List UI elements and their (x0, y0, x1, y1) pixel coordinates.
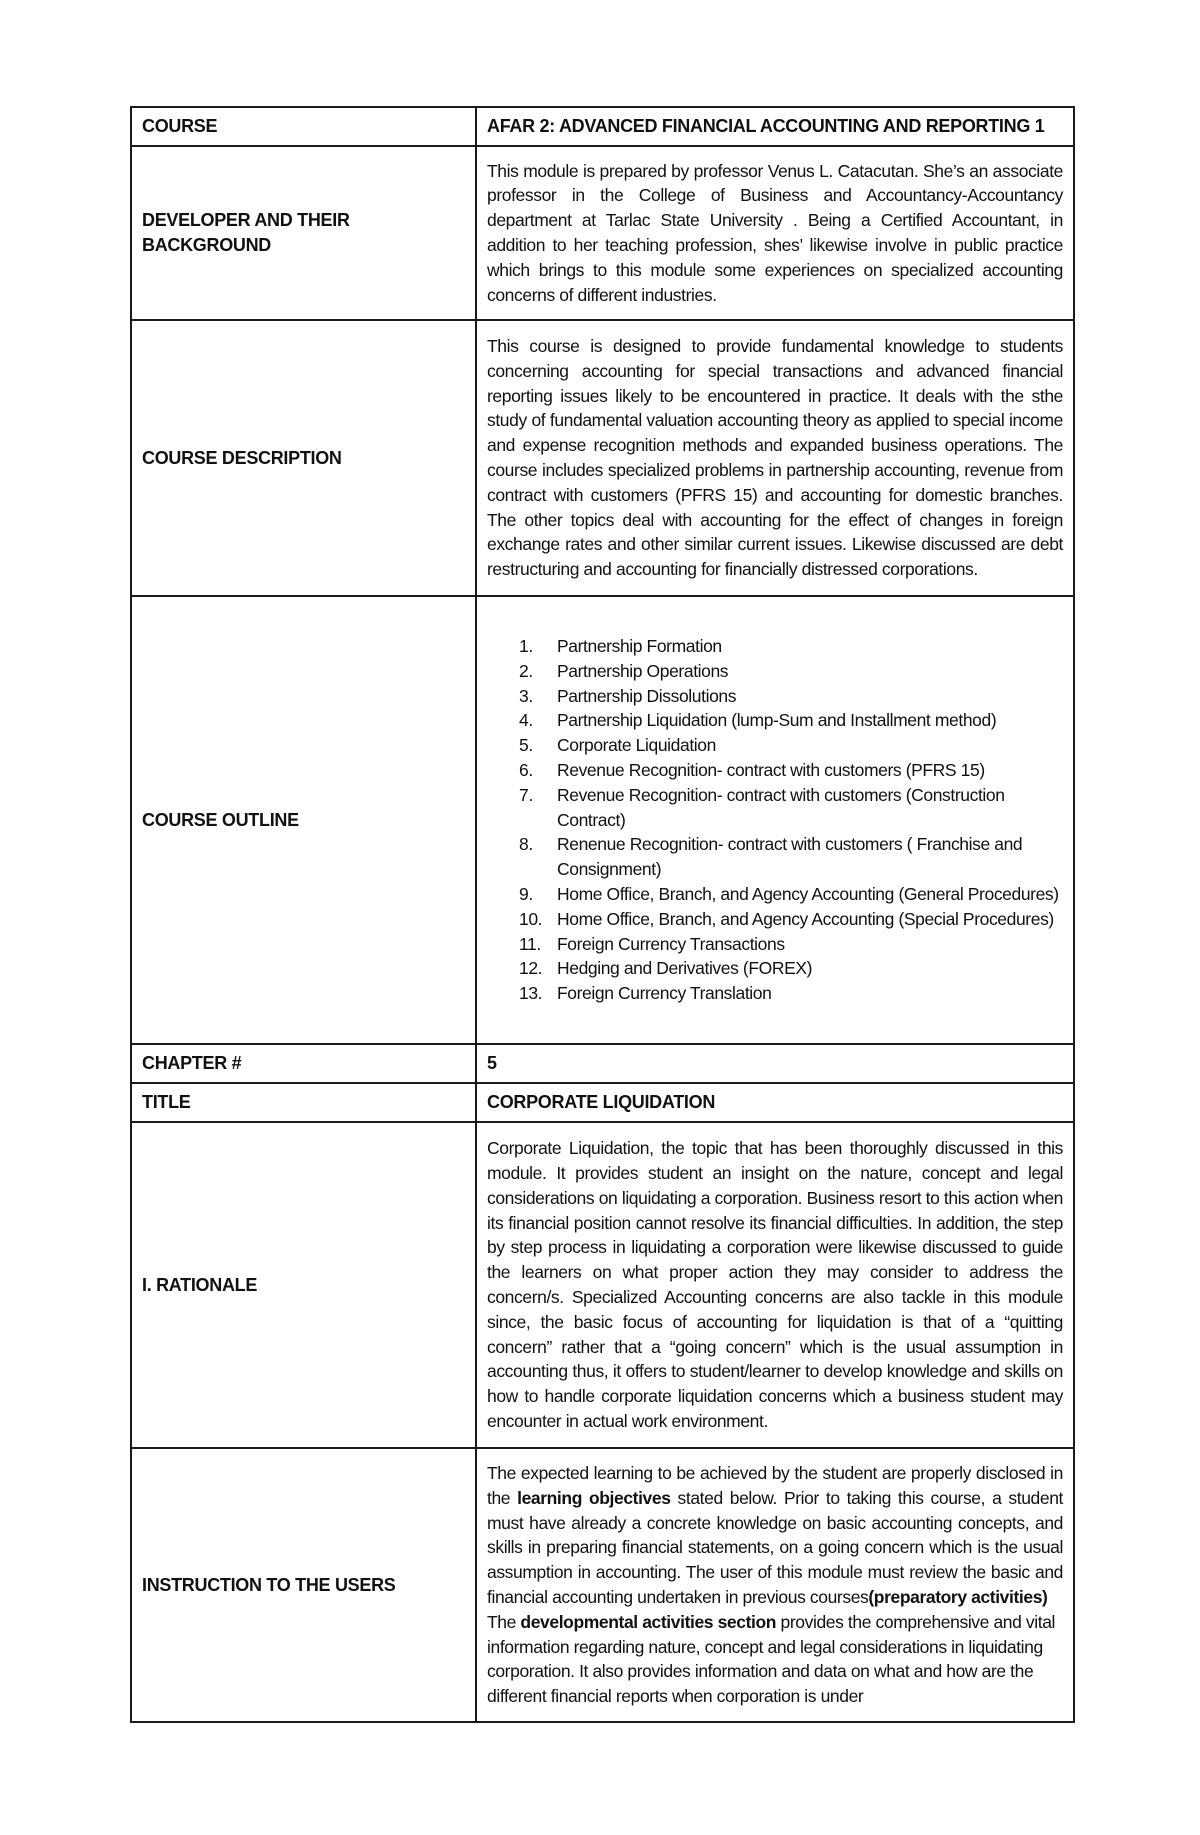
course-row (131, 107, 1074, 146)
instruction-label: INSTRUCTION TO THE USERS (131, 1448, 476, 1722)
list-item-number: 12. (519, 958, 543, 979)
list-item-text: Revenue Recognition- contract with customers (PFRS 15) (557, 760, 985, 780)
developer-cell (476, 146, 1074, 320)
list-item-number: 3. (519, 685, 533, 706)
course-module-table (130, 106, 1075, 1723)
title-value: CORPORATE LIQUIDATION (476, 1083, 1074, 1122)
developmental-activities-text: developmental activities section (520, 1611, 777, 1632)
developer-text: This module is prepared by professor Venus L. Catacutan. She’s an associate professor in the College of Business and Accountancy-Accountancy department at Tarlac State University . Being a Certified Accountant, in addition to her teaching profession, shes’ likewise involve in public practice which brings to this module some experiences on specialized accounting concerns of different industries. (487, 160, 1063, 305)
list-item (487, 981, 1063, 1006)
list-item-text: Foreign Currency Transactions (557, 933, 785, 954)
list-item (487, 783, 1063, 833)
description-text: This course is designed to provide fundamental knowledge to students concerning accounting for special transactions and advanced financial reporting issues likely to be encountered in practice. It deals with the sthe study of fundamental valuation accounting theory as applied to special income and expense recognition methods and expanded business operations. The course includes specialized problems in partnership accounting, revenue from contract with customers (PFRS 15) and accounting for domestic branches. The other topics deal with accounting for the effect of changes in foreign exchange rates and other similar current issues. Likewise discussed are debt restructuring and accounting for financially distressed corporations. (487, 336, 1063, 580)
course-value: AFAR 2: ADVANCED FINANCIAL ACCOUNTING AND REPORTING 1 (476, 107, 1074, 146)
description-label: COURSE DESCRIPTION (131, 320, 476, 596)
list-item-number: 4. (519, 710, 533, 731)
preparatory-activities-text: (preparatory activities) (868, 1587, 1048, 1607)
chapter-label: CHAPTER # (131, 1044, 476, 1083)
list-item-text: Partnership Formation (557, 636, 722, 657)
list-item (487, 882, 1063, 907)
title-row (131, 1083, 1074, 1122)
developer-row (131, 146, 1074, 320)
list-item-number: 5. (519, 735, 533, 756)
outline-row (131, 596, 1074, 1044)
list-item-text: Revenue Recognition- contract with customers (Construction Contract) (557, 784, 1005, 830)
rationale-label: I. RATIONALE (131, 1122, 476, 1448)
chapter-value: 5 (476, 1044, 1074, 1083)
instruction-paragraph-2 (487, 1610, 1063, 1709)
list-item-number: 13. (519, 983, 543, 1004)
rationale-cell (476, 1122, 1074, 1448)
description-row (131, 320, 1074, 596)
outline-list (487, 634, 1063, 1006)
list-item-number: 6. (519, 760, 533, 780)
list-item-number: 1. (519, 636, 533, 657)
list-item-number: 8. (519, 834, 533, 855)
outline-label: COURSE OUTLINE (131, 596, 476, 1044)
list-item (487, 932, 1063, 957)
list-item-text: Corporate Liquidation (557, 735, 716, 756)
list-item-number: 10. (519, 908, 543, 929)
list-item-text: Partnership Liquidation (lump-Sum and Installment method) (557, 710, 997, 731)
outline-cell (476, 596, 1074, 1044)
list-item-number: 9. (519, 883, 533, 904)
list-item-text: Hedging and Derivatives (FOREX) (557, 958, 813, 979)
list-item-text: Home Office, Branch, and Agency Accounting (Special Procedures) (557, 908, 1054, 929)
instruction-cell (476, 1448, 1074, 1722)
list-item (487, 634, 1063, 659)
list-item-text: Foreign Currency Translation (557, 983, 772, 1004)
list-item (487, 758, 1063, 783)
rationale-row (131, 1122, 1074, 1448)
instruction-text: The (487, 1611, 521, 1632)
instruction-paragraph-1 (487, 1461, 1063, 1610)
list-item-text: Renenue Recognition- contract with customers ( Franchise and Consignment) (557, 834, 1023, 880)
rationale-text: Corporate Liquidation, the topic that has been thoroughly discussed in this module. It provides student an insight on the nature, concept and legal considerations on liquidating a corporation. Business resort to this action when its financial position cannot resolve its financial difficulties. In addition, the step by step process in liquidating a corporation were likewise discussed to guide the learners on what proper action they may consider to address the concern/s. Specialized Accounting concerns are also tackle in this module since, the basic focus of accounting for liquidation is that of a “quitting concern” rather that a “going concern” which is the usual assumption in accounting thus, it offers to student/learner to develop knowledge and skills on how to handle corporate liquidation concerns which a business student may encounter in actual work environment. (487, 1138, 1063, 1431)
list-item (487, 907, 1063, 932)
instruction-row (131, 1448, 1074, 1722)
list-item-text: Partnership Dissolutions (557, 685, 737, 706)
learning-objectives-text: learning objectives (517, 1487, 671, 1508)
list-item (487, 832, 1063, 882)
title-label: TITLE (131, 1083, 476, 1122)
list-item-text: Home Office, Branch, and Agency Accounting (General Procedures) (557, 883, 1059, 904)
instruction-text: The expected learning to be achieved by the student are properly disclosed in the (487, 1463, 1063, 1508)
list-item-text: Partnership Operations (557, 660, 729, 681)
list-item (487, 708, 1063, 733)
list-item (487, 733, 1063, 758)
chapter-row (131, 1044, 1074, 1083)
list-item (487, 956, 1063, 981)
instruction-text: provides the comprehensive and vital information regarding nature, concept and legal considerations in liquidating corporation. It also provides information and data on what and how are the different financial reports when corporation is under (487, 1611, 1056, 1707)
list-item-number: 11. (519, 933, 541, 954)
course-label: COURSE (131, 107, 476, 146)
instruction-text: stated below. Prior to taking this course, a student must have already a concrete knowledge on basic accounting concepts, and skills in preparing financial statements, on a going concern which is the usual assumption in accounting. The user of this module must review the basic and financial accounting undertaken in previous courses (487, 1487, 1063, 1607)
description-cell (476, 320, 1074, 596)
list-item (487, 684, 1063, 709)
list-item-number: 7. (519, 784, 533, 805)
list-item-number: 2. (519, 660, 533, 681)
list-item (487, 659, 1063, 684)
developer-label: DEVELOPER AND THEIR BACKGROUND (131, 146, 476, 320)
